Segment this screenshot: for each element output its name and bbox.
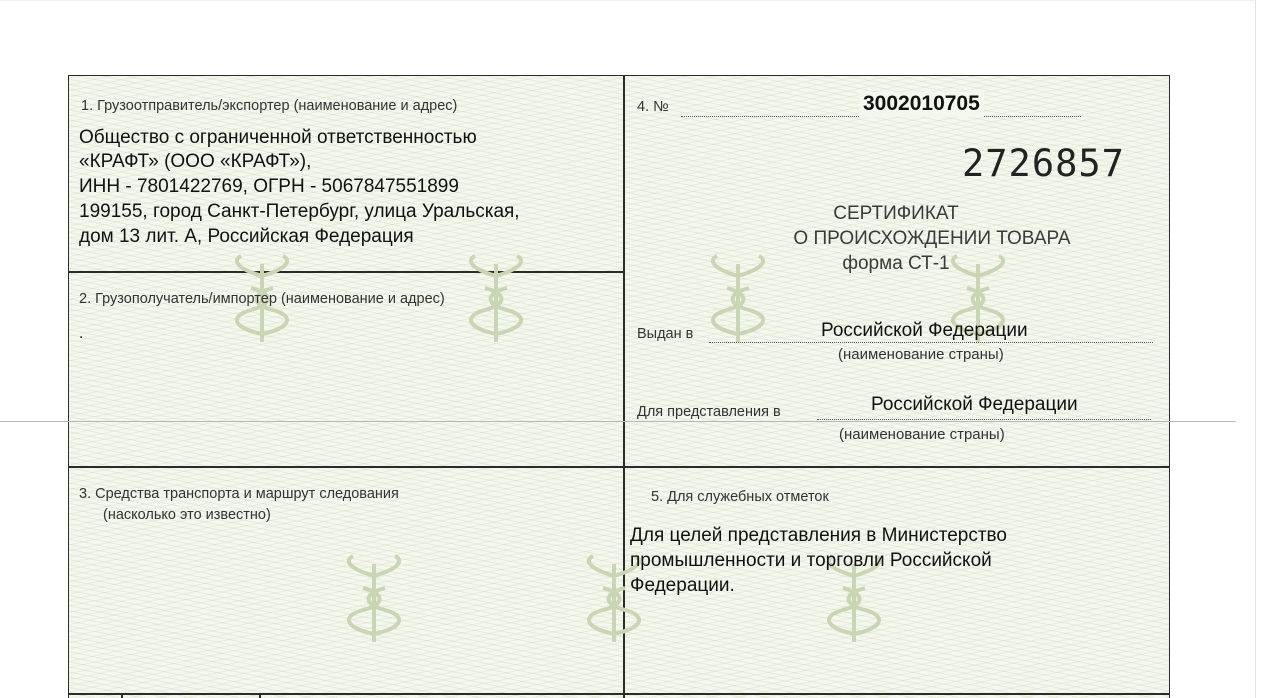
caduceus-emblem-icon (341, 554, 407, 646)
certificate-form-type: форма СТ-1 (842, 253, 950, 274)
certificate-number-label: 4. № (637, 99, 669, 115)
exporter-line-3: ИНН - 7801422769, ОГРН - 5067847551899 (79, 176, 459, 197)
bottom-cell-divider (259, 693, 261, 698)
bottom-cell-divider (121, 693, 123, 698)
row-divider-2-3 (69, 466, 1169, 468)
present-in-hint: (наименование страны) (839, 426, 1005, 443)
exporter-label: 1. Грузоотправитель/экспортер (наименование и адрес) (81, 98, 458, 114)
transport-label-hint: (насколько это известно) (103, 507, 271, 523)
service-notes-line-1: Для целей представления в Министерство (630, 525, 1007, 546)
bottom-row-divider (69, 693, 1169, 695)
service-notes-line-2: промышленности и торговли Российской (630, 550, 992, 571)
exporter-line-1: Общество с ограниченной ответственностью (79, 127, 477, 148)
certificate-title-1: СЕРТИФИКАТ (833, 203, 959, 224)
exporter-line-5: дом 13 лит. А, Российская Федерация (79, 226, 414, 247)
service-notes-label: 5. Для служебных отметок (651, 489, 829, 505)
exporter-line-4: 199155, город Санкт-Петербург, улица Уральская, (79, 201, 520, 222)
issued-in-hint: (наименование страны) (838, 346, 1004, 363)
present-in-label: Для представления в (637, 404, 781, 420)
certificate-form (68, 75, 1170, 698)
transport-label: 3. Средства транспорта и маршрут следования (79, 486, 399, 502)
issued-in-label: Выдан в (637, 326, 694, 342)
certificate-serial: 2726857 (962, 142, 1125, 185)
issued-in-value: Российской Федерации (821, 320, 1028, 341)
scan-artifact-line (0, 421, 1236, 422)
caduceus-emblem-icon (463, 254, 529, 346)
exporter-line-2: «КРАФТ» (ООО «КРАФТ»), (79, 151, 312, 172)
present-in-value: Российской Федерации (871, 394, 1078, 415)
certificate-title-2: О ПРОИСХОЖДЕНИИ ТОВАРА (793, 228, 1071, 249)
present-in-dotted-line (817, 419, 1151, 420)
importer-label: 2. Грузополучатель/импортер (наименование и адрес) (79, 291, 445, 307)
certificate-number: 3002010705 (859, 92, 984, 117)
row-divider-1-2 (69, 271, 623, 273)
service-notes-line-3: Федерации. (630, 575, 735, 596)
importer-value: . (79, 325, 84, 342)
